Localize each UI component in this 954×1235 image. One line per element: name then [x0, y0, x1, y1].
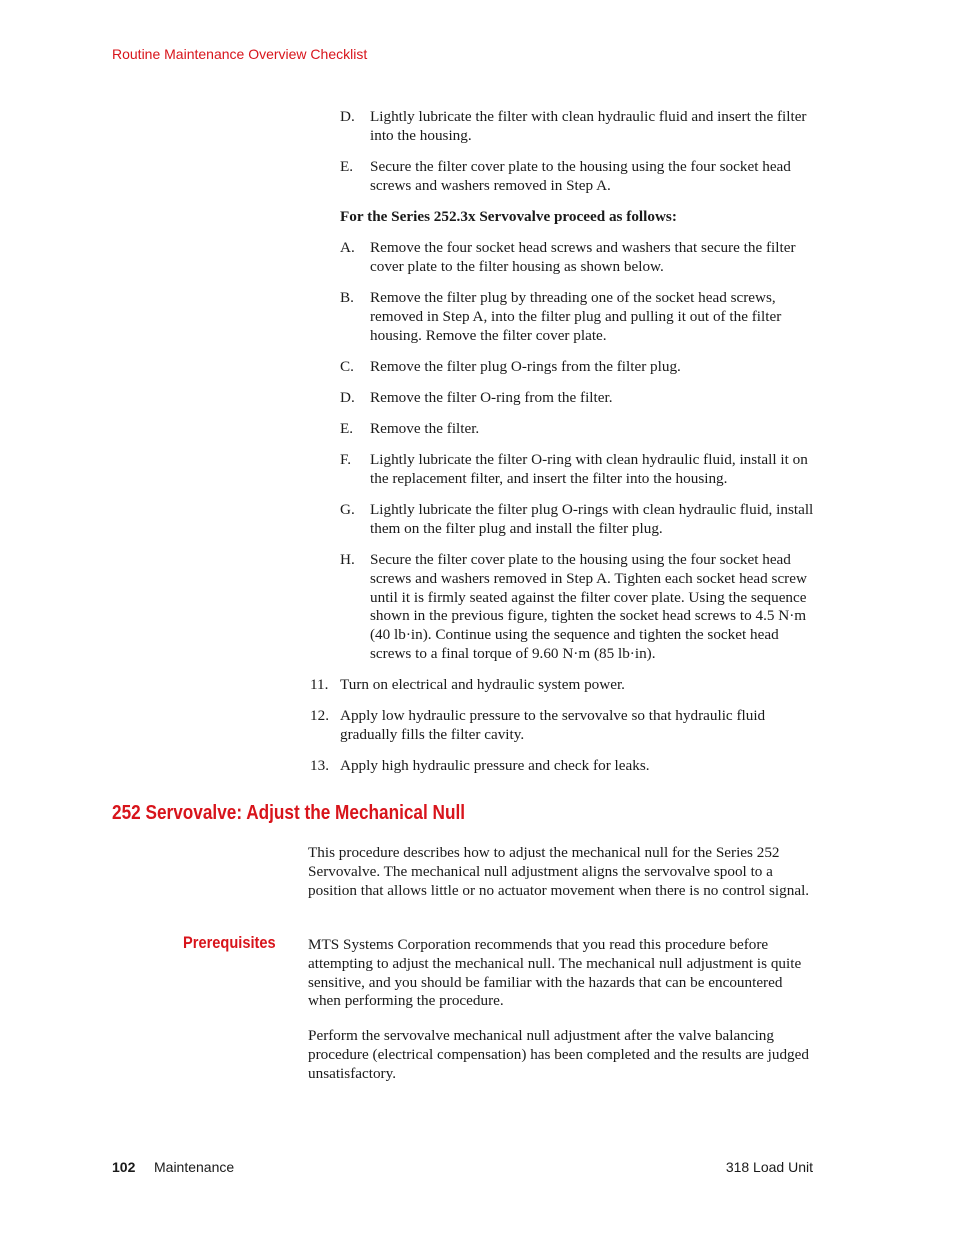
section-intro: This procedure describes how to adjust the mechanical null for the Series 252 Servovalve. The mechanical null adjustment aligns the servovalve spool to a position that allows little or no actuator movement when there is no control signal.: [308, 844, 810, 899]
step-number: 11.: [310, 676, 329, 693]
step-label: D.: [340, 389, 355, 406]
step-label: C.: [340, 358, 354, 375]
step-text: Turn on electrical and hydraulic system power.: [340, 676, 625, 693]
step-text: Apply high hydraulic pressure and check for leaks.: [340, 757, 650, 774]
step-text: Remove the four socket head screws and washers that secure the filter cover plate to the filter housing as shown below.: [370, 239, 796, 275]
step-label: H.: [340, 551, 355, 568]
step-text: Secure the filter cover plate to the housing using the four socket head screws and washers removed in Step A.: [370, 158, 791, 194]
footer-product: 318 Load Unit: [725, 1159, 813, 1175]
step-text: Remove the filter O-ring from the filter.: [370, 389, 613, 406]
step-label: F.: [340, 451, 352, 468]
step-text: Lightly lubricate the filter plug O-rings with clean hydraulic fluid, install them on the filter plug and install the filter plug.: [370, 501, 814, 537]
step-label: D.: [340, 108, 355, 125]
prerequisites-paragraph-1: MTS Systems Corporation recommends that you read this procedure before attempting to adjust the mechanical null. The mechanical null adjustment is quite sensitive, and you should be familiar with the hazards that can be encountered when performing the procedure.: [308, 936, 802, 1010]
step-label: A.: [340, 239, 355, 256]
step-text: Secure the filter cover plate to the housing using the four socket head screws and washers removed in Step A. Tighten each socket head screw until it is firmly seated against the filter cover plate. Using the sequence shown in the previous figure, tighten the socket head screws to 4.5 N·m (40 lb·in). Continue using the sequence and tighten the socket head screws to a final torque of 9.60 N·m (85 lb·in).: [370, 551, 807, 662]
running-header: Routine Maintenance Overview Checklist: [112, 46, 368, 62]
prerequisites-heading: Prerequisites: [183, 933, 276, 952]
step-label: E.: [340, 158, 354, 175]
step-text: Lightly lubricate the filter O-ring with clean hydraulic fluid, install it on the replacement filter, and insert the filter into the housing.: [370, 451, 808, 487]
step-label: E.: [340, 420, 354, 437]
step-label: G.: [340, 501, 355, 518]
footer-chapter: Maintenance: [154, 1159, 235, 1175]
series-heading: For the Series 252.3x Servovalve proceed as follows:: [340, 208, 677, 225]
prerequisites-paragraph-2: Perform the servovalve mechanical null adjustment after the valve balancing procedure (electrical compensation) has been completed and the results are judged unsatisfactory.: [308, 1027, 809, 1082]
step-number: 12.: [310, 707, 329, 724]
step-text: Remove the filter plug by threading one of the socket head screws, removed in Step A, into the filter plug and pulling it out of the filter housing. Remove the filter cover plate.: [370, 289, 782, 344]
section-title: 252 Servovalve: Adjust the Mechanical Null: [112, 802, 466, 824]
step-text: Apply low hydraulic pressure to the servovalve so that hydraulic fluid gradually fills the filter cavity.: [340, 707, 766, 743]
step-text: Remove the filter plug O-rings from the filter plug.: [370, 358, 681, 375]
step-text: Lightly lubricate the filter with clean hydraulic fluid and insert the filter into the housing.: [370, 108, 807, 144]
page-number: 102: [112, 1159, 136, 1175]
step-number: 13.: [310, 757, 329, 774]
step-text: Remove the filter.: [370, 420, 480, 437]
step-label: B.: [340, 289, 354, 306]
